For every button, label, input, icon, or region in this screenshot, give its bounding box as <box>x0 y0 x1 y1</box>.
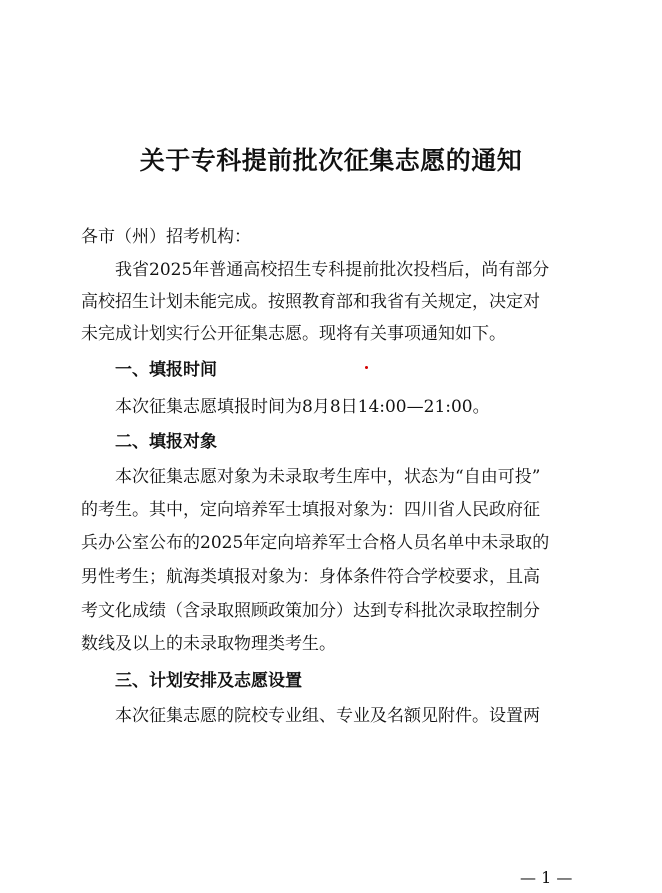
section-2-heading: 二、填报对象 <box>115 432 217 452</box>
document-title: 关于专科提前批次征集志愿的通知 <box>139 146 523 175</box>
intro-line-2: 高校招生计划未能完成。按照教育部和我省有关规定，决定对 <box>81 292 540 312</box>
section-3-heading: 三、计划安排及志愿设置 <box>115 671 302 691</box>
intro-line-1: 我省2025年普通高校招生专科提前批次投档后，尚有部分 <box>115 260 550 280</box>
section-2-line-2: 的考生。其中，定向培养军士填报对象为：四川省人民政府征 <box>81 500 540 520</box>
section-1-heading: 一、填报时间 <box>115 360 217 380</box>
red-mark <box>365 366 368 369</box>
section-2-line-6: 数线及以上的未录取物理类考生。 <box>81 634 336 654</box>
salutation: 各市（州）招考机构： <box>81 227 251 247</box>
section-2-line-1: 本次征集志愿对象为未录取考生库中，状态为“自由可投” <box>115 467 541 487</box>
section-3-line-1: 本次征集志愿的院校专业组、专业及名额见附件。设置两 <box>115 706 540 726</box>
page-number: — 1 — <box>520 868 573 887</box>
section-2-line-5: 考文化成绩（含录取照顾政策加分）达到专科批次录取控制分 <box>81 601 540 621</box>
intro-line-3: 未完成计划实行公开征集志愿。现将有关事项通知如下。 <box>81 324 506 344</box>
section-2-line-4: 男性考生；航海类填报对象为：身体条件符合学校要求，且高 <box>81 567 540 587</box>
section-1-line-1: 本次征集志愿填报时间为8月8日14:00—21:00。 <box>115 397 490 417</box>
section-2-line-3: 兵办公室公布的2025年定向培养军士合格人员名单中未录取的 <box>81 533 550 553</box>
